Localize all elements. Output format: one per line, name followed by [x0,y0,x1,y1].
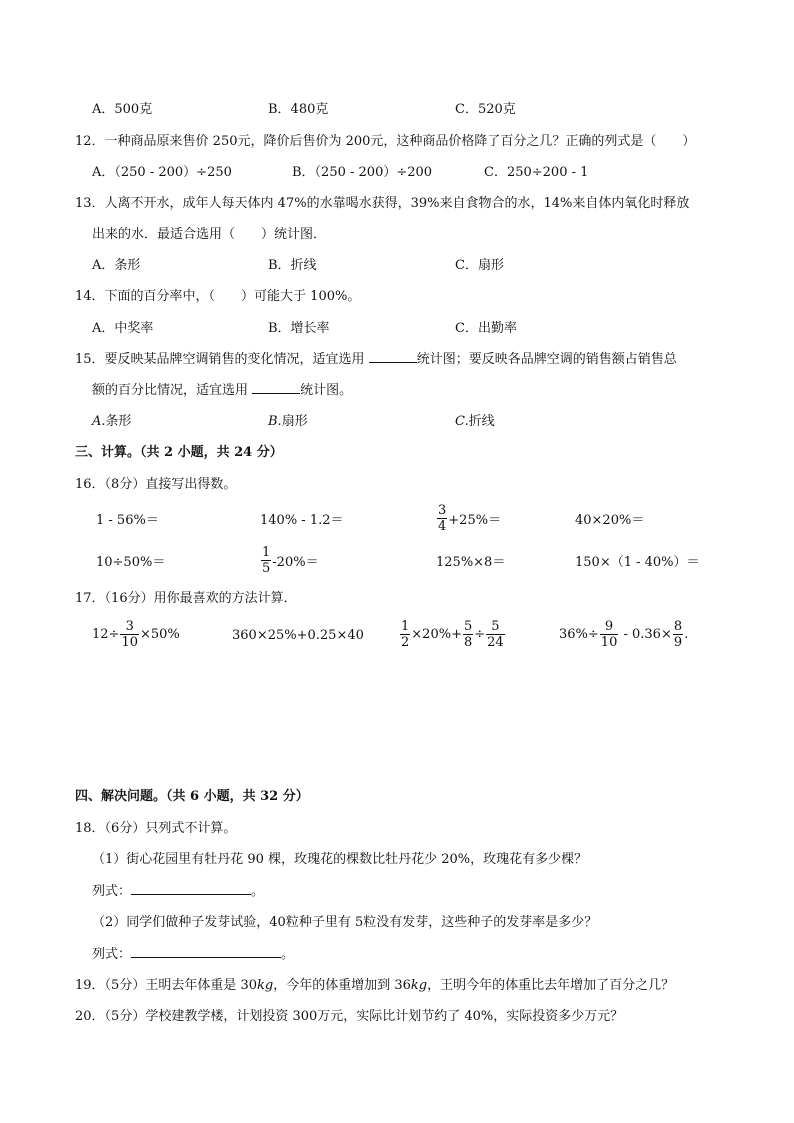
q18-part-1-end: 。 [251,884,265,899]
q17-expr-3-denominator-1: 2 [401,635,410,650]
q15-blank-1 [369,362,417,363]
q12-stem: 12．一种商品原来售价 250元，降价后售价为 200元，这种商品价格降了百分之几？正确的列式是（ ） [75,134,696,149]
q16-expr-3 [436,503,501,534]
q16-expr-7: 125%×8＝ [436,555,506,570]
q17-expr-3-denominator-2: 8 [463,635,473,650]
q17-expr-4-denominator-2: 9 [673,635,683,650]
q16-expr-6-rest: -20%＝ [272,555,319,570]
q15-option-a-letter: A. [92,414,106,429]
q17-expr-4-pre: 36%÷ [559,627,599,642]
q17-stem: 17．（16分）用你最喜欢的方法计算． [75,591,297,606]
q17-expr-1-denominator: 10 [121,635,138,650]
q15-stem-line2 [92,382,352,400]
q15-option-c [455,413,495,431]
section-4-heading: 四、解决问题。（共 6 小题，共 32 分） [75,789,309,804]
q16-expr-6-fraction [261,545,271,576]
q18-part-1-blank[interactable] [131,894,251,895]
q19-text-b: ，今年的体重增加到 36 [273,978,411,993]
q15-text-1b: 统计图；要反映各品牌空调的销售额占销售总 [416,352,677,367]
q17-expr-1-numerator: 3 [120,619,139,635]
q17-expr-1-post: ×50% [139,627,180,642]
q16-expr-2: 140% - 1.2＝ [260,513,344,528]
q18-part-1-label: 列式： [92,884,132,899]
q11-option-b: B．480克 [268,102,329,117]
q18-part-1: （1）街心花园里有牡丹花 90 棵，玫瑰花的棵数比牡丹花少 20%，玫瑰花有多少棵？ [92,852,588,867]
q19-unit-1: kg [257,978,274,993]
q17-expr-4-numerator-1: 9 [600,619,619,635]
q16-expr-8: 150×（1 - 40%）＝ [575,555,700,570]
q18-part-2-answer [92,946,294,964]
q17-expr-4 [559,619,688,650]
q14-option-a: A．中奖率 [92,321,154,336]
q17-expr-3-fraction-2 [463,619,473,650]
q17-expr-4-fraction-1 [600,619,619,650]
q15-stem-line1 [75,351,677,369]
q18-part-2-end: 。 [281,947,295,962]
q17-expr-3-mid-1: ×20%+ [411,627,462,642]
q13-stem-line2: 出来的水．最适合选用（ ）统计图． [92,227,327,242]
q18-stem: 18．（6分）只列式不计算。 [75,821,237,836]
q16-expr-5: 10÷50%＝ [96,555,166,570]
q16-expr-3-denominator: 4 [438,519,447,534]
q15-text-2b: 统计图。 [300,383,353,398]
q16-expr-3-rest: +25%＝ [448,513,502,528]
q11-option-c: C．520克 [455,102,516,117]
q17-expr-4-mid: - 0.36× [619,627,672,642]
q19-stem [75,977,674,995]
q19-text-a: 19．（5分）王明去年体重是 30 [75,978,257,993]
q17-expr-3-mid-2: ÷ [474,627,486,642]
q12-option-c: C．250÷200 - 1 [484,165,589,180]
q17-expr-4-denominator-1: 10 [600,635,618,650]
q16-expr-6-denominator: 5 [262,561,271,576]
q15-option-a-text: 条形 [105,414,132,429]
q19-unit-2: kg [410,978,428,993]
q16-expr-3-fraction [437,503,447,534]
q17-expr-1-fraction [120,619,139,650]
q18-part-2: （2）同学们做种子发芽试验，40粒种子里有 5粒没有发芽，这些种子的发芽率是多少？ [92,915,598,930]
q15-option-b [268,413,308,431]
q14-option-c: C．出勤率 [455,321,517,336]
q16-stem: 16．（8分）直接写出得数。 [75,477,237,492]
q16-expr-1: 1 - 56%＝ [96,513,159,528]
q16-expr-3-numerator: 3 [438,503,447,518]
q14-option-b: B．增长率 [268,321,330,336]
q16-expr-6-numerator: 1 [262,545,271,560]
q17-expr-3 [399,619,506,650]
q12-option-b: B．（250 - 200）÷200 [292,165,433,180]
q13-option-c: C．扇形 [455,258,504,273]
q15-option-a [92,413,132,431]
q17-expr-3-numerator-2: 5 [463,619,473,634]
q17-expr-1-pre: 12÷ [92,627,120,642]
q12-option-a: A．（250 - 200）÷250 [92,165,232,180]
q15-blank-2 [252,393,300,394]
q17-expr-4-fraction-2 [673,619,683,650]
q15-option-b-text: 扇形 [281,414,308,429]
q11-option-a: A．500克 [92,102,153,117]
q15-text-2a: 额的百分比情况，适宜选用 [92,383,253,398]
q16-expr-4: 40×20%＝ [575,513,645,528]
section-3-heading: 三、计算。（共 2 小题，共 24 分） [75,445,283,460]
q17-expr-3-fraction-1 [400,619,410,650]
q15-text-1a: 15．要反映某品牌空调销售的变化情况，适宜选用 [75,352,369,367]
q17-expr-3-numerator-3: 5 [486,619,505,635]
q19-text-c: ，王明今年的体重比去年增加了百分之几？ [427,978,675,993]
q13-option-b: B．折线 [268,258,317,273]
q18-part-2-label: 列式： [92,947,132,962]
q17-expr-3-fraction-3 [486,619,505,650]
q14-stem: 14．下面的百分率中，（ ）可能大于 100%。 [75,289,361,304]
q15-option-b-letter: B. [268,414,282,429]
q18-part-2-blank[interactable] [131,957,281,958]
q16-expr-6 [260,545,319,576]
q17-expr-1 [92,619,180,650]
q15-option-c-letter: C. [455,414,469,429]
q17-expr-2: 360×25%+0.25×40 [232,628,364,643]
q17-expr-3-denominator-3: 24 [487,635,504,650]
q17-expr-4-post: . [684,627,689,642]
q17-expr-3-numerator-1: 1 [401,619,410,634]
q18-part-1-answer [92,883,264,901]
q15-option-c-text: 折线 [468,414,495,429]
q13-option-a: A．条形 [92,258,141,273]
q17-expr-4-numerator-2: 8 [673,619,683,634]
q20-stem: 20．（5分）学校建教学楼，计划投资 300万元，实际比计划节约了 40%，实际投资多少万元？ [75,1009,624,1024]
q13-stem-line1: 13．人离不开水，成年人每天体内 47%的水靠喝水获得，39%来自食物合的水，14%来自体内氧化时释放 [75,196,690,211]
